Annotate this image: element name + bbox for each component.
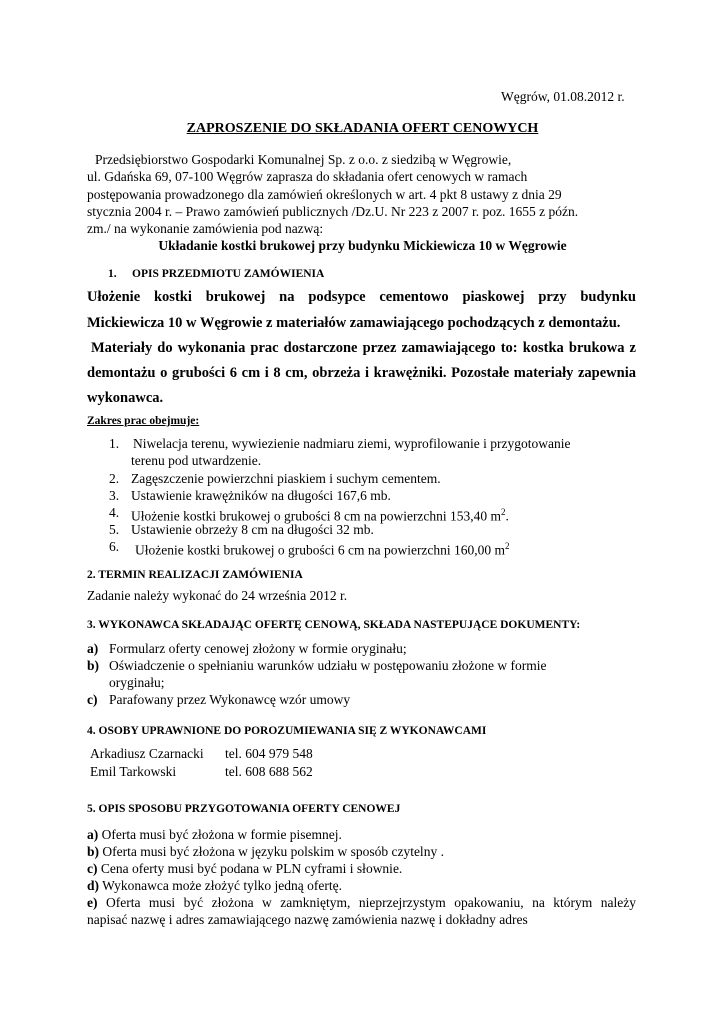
contact-phone: tel. 604 979 548 — [225, 746, 313, 761]
offer-rule-text: Oferta musi być złożona w języku polskim w sposób czytelny . — [102, 844, 444, 859]
document-item-text: Parafowany przez Wykonawcę wzór umowy — [109, 692, 351, 707]
section-3-heading: 3. WYKONAWCA SKŁADAJĄC OFERTĘ CENOWĄ, SKŁADA NASTEPUJĄCE DOKUMENTY: — [87, 619, 581, 631]
section-2-heading: 2. TERMIN REALIZACJI ZAMÓWIENIA — [87, 569, 303, 581]
offer-rule-letter: a) — [87, 827, 99, 842]
offer-rule-text: Wykonawca może złożyć tylko jedną ofertę. — [102, 878, 342, 893]
offer-rule-letter: d) — [87, 878, 100, 893]
section-1-paragraph-line: Mickiewicza 10 w Węgrowie z materiałów zamawiającego pochodzących z demontażu. — [87, 315, 621, 331]
section-1-paragraph-line: Materiały do wykonania prac dostarczone przez zamawiającego to: kostka brukowa z — [91, 340, 636, 356]
scope-item-number: 6. — [109, 539, 120, 554]
scope-item-number: 4. — [109, 505, 120, 520]
contact-phone: tel. 608 688 562 — [225, 764, 313, 779]
contact-name: Emil Tarkowski — [90, 764, 177, 779]
section-5-heading: 5. OPIS SPOSOBU PRZYGOTOWANIA OFERTY CENOWEJ — [87, 803, 401, 815]
contact-name: Arkadiusz Czarnacki — [90, 746, 204, 761]
offer-rule — [87, 894, 636, 911]
intro-line: ul. Gdańska 69, 07-100 Węgrów zaprasza do składania ofert cenowych w ramach — [87, 169, 528, 184]
scope-item-text: Ułożenie kostki brukowej o grubości 8 cm na powierzchni 153,40 $m^2$. — [131, 507, 509, 524]
intro-line: zm./ na wykonanie zamówienia pod nazwą: — [87, 221, 324, 236]
scope-item-text: Ustawienie obrzeży 8 cm na długości 32 mb. — [131, 522, 374, 537]
scope-label: Zakres prac obejmuje: — [87, 415, 200, 427]
document-title: ZAPROSZENIE DO SKŁADANIA OFERT CENOWYCH — [186, 121, 539, 136]
document-item — [87, 657, 547, 690]
document-item-letter: c) — [87, 692, 98, 707]
scope-item-text: Ułożenie kostki brukowej o grubości 6 cm na powierzchni 160,00 $m^2$ — [135, 541, 510, 558]
document-item-text: oryginału; — [109, 675, 165, 690]
order-subject: Układanie kostki brukowej przy budynku Mickiewicza 10 w Węgrowie — [158, 238, 567, 253]
document-item-text: Oświadczenie o spełnianiu warunków udziału w postępowaniu złożone w formie — [109, 658, 547, 673]
section-1-paragraph-line: demontażu o grubości 6 cm i 8 cm, obrzeża i krawężniki. Pozostałe materiały zapewnia — [87, 365, 636, 381]
offer-rule — [87, 877, 342, 894]
section-1-paragraph-line: Ułożenie kostki brukowej na podsypce cementowo piaskowej przy budynku — [87, 289, 636, 305]
scope-item-text: Zagęszczenie powierzchni piaskiem i suchym cementem. — [131, 471, 441, 486]
scope-item-text: Niwelacja terenu, wywiezienie nadmiaru ziemi, wyprofilowanie i przygotowanie — [133, 436, 571, 451]
document-item-text: Formularz oferty cenowej złożony w formie oryginału; — [109, 641, 407, 656]
document-item — [87, 640, 407, 657]
offer-rule-text: Cena oferty musi być podana w PLN cyframi i słownie. — [100, 861, 403, 876]
offer-rule-letter: c) — [87, 861, 98, 876]
offer-rule — [87, 826, 342, 843]
offer-rule-letter: b) — [87, 844, 100, 859]
offer-rule — [87, 843, 444, 860]
scope-item-number: 2. — [109, 471, 120, 486]
document-item-letter: a) — [87, 641, 99, 656]
scope-item-number: 3. — [109, 488, 120, 503]
scope-item-number: 5. — [109, 522, 120, 537]
intro-line: stycznia 2004 r. – Prawo zamówień publicznych /Dz.U. Nr 223 z 2007 r. poz. 1655 z późn. — [87, 204, 579, 219]
section-4-heading: 4. OSOBY UPRAWNIONE DO POROZUMIEWANIA SIĘ Z WYKONAWCAMI — [87, 725, 487, 737]
document-item-letter: b) — [87, 658, 100, 673]
offer-rule — [87, 860, 402, 877]
offer-rule-continuation: napisać nazwę i adres zamawiającego nazwę zamówienia nazwę i dokładny adres — [87, 912, 528, 927]
scope-item-text: Ustawienie krawężników na długości 167,6 mb. — [131, 488, 391, 503]
section-1-heading: OPIS PRZEDMIOTU ZAMÓWIENIA — [132, 268, 325, 280]
place-date: Węgrów, 01.08.2012 r. — [501, 89, 625, 104]
document-item — [87, 691, 351, 708]
section-1-number: 1. — [108, 268, 117, 280]
section-1-paragraph-line: wykonawca. — [87, 390, 164, 406]
offer-rule-text: Oferta musi być złożona w formie pisemnej. — [101, 827, 342, 842]
deadline-text: Zadanie należy wykonać do 24 września 2012 r. — [87, 588, 348, 603]
offer-rule-letter: e) — [87, 895, 98, 910]
scope-item-number: 1. — [109, 436, 120, 451]
scope-item-text: terenu pod utwardzenie. — [131, 453, 262, 468]
intro-line: postępowania prowadzonego dla zamówień określonych w art. 4 pkt 8 ustawy z dnia 29 — [87, 187, 562, 202]
offer-rule-text: Oferta musi być złożona w zamkniętym, nieprzejrzystym opakowaniu, na którym należy — [105, 895, 636, 910]
intro-line: Przedsiębiorstwo Gospodarki Komunalnej Sp. z o.o. z siedzibą w Węgrowie, — [95, 152, 512, 167]
